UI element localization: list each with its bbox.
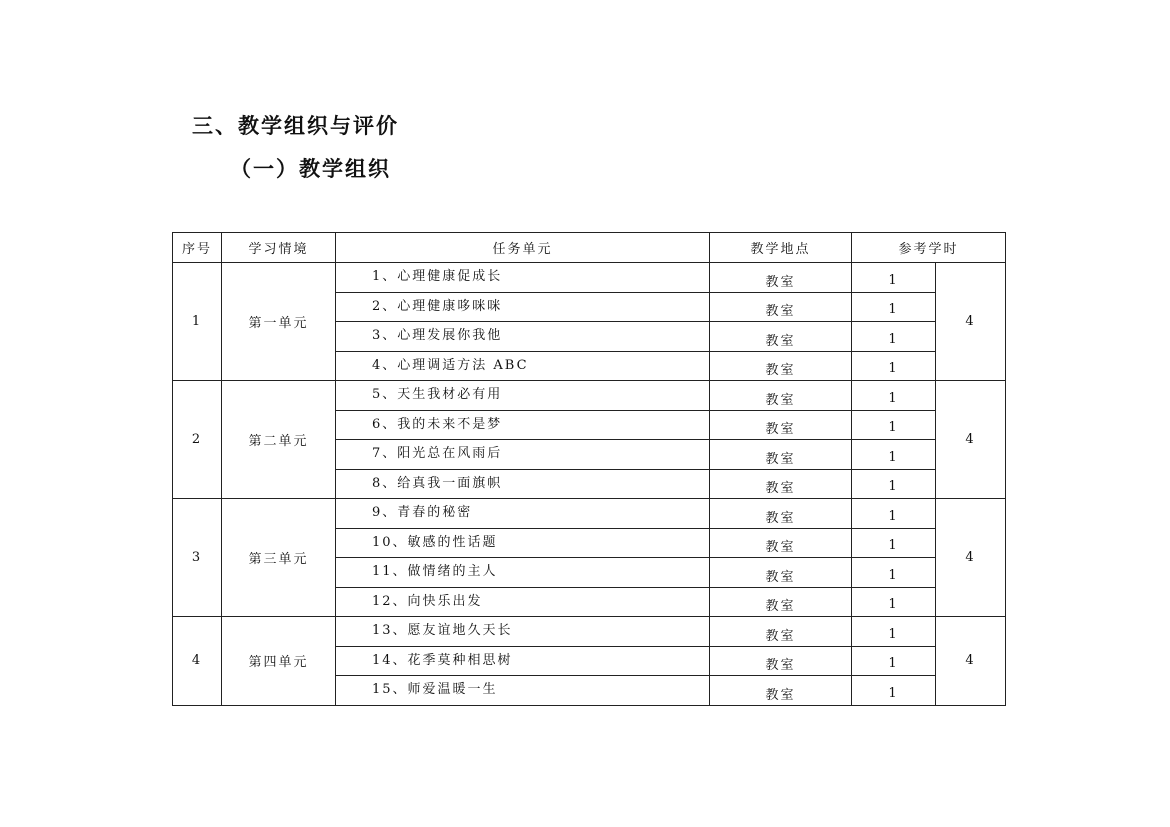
location-cell: 教室 — [710, 469, 852, 499]
hours-cell: 1 — [852, 646, 936, 676]
hours-cell: 1 — [852, 499, 936, 529]
location-cell: 教室 — [710, 499, 852, 529]
group-context: 第二单元 — [222, 381, 336, 499]
location-cell: 教室 — [710, 558, 852, 588]
location-cell: 教室 — [710, 528, 852, 558]
table-row — [173, 381, 1006, 411]
task-cell: 15、师爱温暖一生 — [336, 676, 710, 706]
hours-cell: 1 — [852, 440, 936, 470]
hours-cell: 1 — [852, 528, 936, 558]
task-cell: 14、花季莫种相思树 — [336, 646, 710, 676]
task-cell: 8、给真我一面旗帜 — [336, 469, 710, 499]
group-total-hours: 4 — [936, 499, 1006, 617]
table-row — [173, 499, 1006, 529]
hours-cell: 1 — [852, 263, 936, 293]
group-index: 2 — [173, 381, 222, 499]
task-cell: 5、天生我材必有用 — [336, 381, 710, 411]
hours-cell: 1 — [852, 410, 936, 440]
task-cell: 1、心理健康促成长 — [336, 263, 710, 293]
location-cell: 教室 — [710, 617, 852, 647]
subsection-heading: （一）教学组织 — [230, 156, 391, 181]
task-cell: 3、心理发展你我他 — [336, 322, 710, 352]
group-total-hours: 4 — [936, 263, 1006, 381]
group-context: 第三单元 — [222, 499, 336, 617]
task-cell: 2、心理健康哆咪咪 — [336, 292, 710, 322]
header-location: 教学地点 — [710, 233, 852, 263]
task-cell: 10、敏感的性话题 — [336, 528, 710, 558]
hours-cell: 1 — [852, 351, 936, 381]
location-cell: 教室 — [710, 263, 852, 293]
location-cell: 教室 — [710, 351, 852, 381]
task-cell: 4、心理调适方法 ABC — [336, 351, 710, 381]
location-cell: 教室 — [710, 646, 852, 676]
task-cell: 6、我的未来不是梦 — [336, 410, 710, 440]
hours-cell: 1 — [852, 617, 936, 647]
hours-cell: 1 — [852, 587, 936, 617]
group-total-hours: 4 — [936, 617, 1006, 706]
header-task: 任务单元 — [336, 233, 710, 263]
section-heading: 三、教学组织与评价 — [192, 113, 399, 138]
task-cell: 12、向快乐出发 — [336, 587, 710, 617]
table-header-row — [173, 233, 1006, 263]
hours-cell: 1 — [852, 469, 936, 499]
header-hours: 参考学时 — [852, 233, 1006, 263]
group-index: 1 — [173, 263, 222, 381]
group-index: 3 — [173, 499, 222, 617]
location-cell: 教室 — [710, 292, 852, 322]
teaching-organization-table — [172, 232, 1006, 706]
hours-cell: 1 — [852, 381, 936, 411]
location-cell: 教室 — [710, 440, 852, 470]
task-cell: 7、阳光总在风雨后 — [336, 440, 710, 470]
hours-cell: 1 — [852, 558, 936, 588]
header-context: 学习情境 — [222, 233, 336, 263]
group-index: 4 — [173, 617, 222, 706]
task-cell: 9、青春的秘密 — [336, 499, 710, 529]
location-cell: 教室 — [710, 587, 852, 617]
hours-cell: 1 — [852, 322, 936, 352]
location-cell: 教室 — [710, 410, 852, 440]
table-row — [173, 617, 1006, 647]
task-cell: 13、愿友谊地久天长 — [336, 617, 710, 647]
hours-cell: 1 — [852, 676, 936, 706]
location-cell: 教室 — [710, 322, 852, 352]
task-cell: 11、做情绪的主人 — [336, 558, 710, 588]
header-index: 序号 — [173, 233, 222, 263]
hours-cell: 1 — [852, 292, 936, 322]
location-cell: 教室 — [710, 381, 852, 411]
location-cell: 教室 — [710, 676, 852, 706]
group-context: 第四单元 — [222, 617, 336, 706]
group-context: 第一单元 — [222, 263, 336, 381]
table-row — [173, 263, 1006, 293]
group-total-hours: 4 — [936, 381, 1006, 499]
